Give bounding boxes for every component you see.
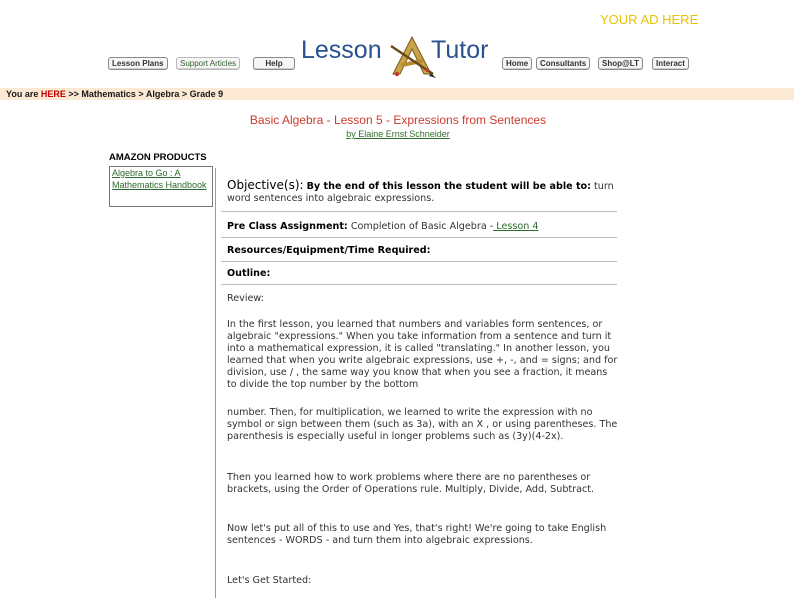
preclass-block (227, 221, 619, 233)
objective-text: turn word sentences into algebraic expressions. (227, 181, 614, 204)
author-link[interactable] (0, 129, 796, 139)
logo-word-lesson[interactable]: Lesson (301, 36, 382, 64)
nav-support-articles[interactable]: Support Articles (176, 57, 240, 70)
lesson-title: Basic Algebra - Lesson 5 - Expressions from Sentences (249, 113, 547, 127)
section-divider (221, 261, 617, 262)
objective-label: Objective(s): (227, 178, 304, 192)
nav-lesson-plans[interactable]: Lesson Plans (108, 57, 168, 70)
logo-word-tutor[interactable]: Tutor (431, 36, 489, 64)
author-text[interactable]: by Elaine Ernst Schneider (346, 129, 450, 139)
amazon-product-box (109, 166, 213, 207)
section-divider (221, 237, 617, 238)
nav-consultants[interactable]: Consultants (536, 57, 590, 70)
section-divider (221, 284, 617, 285)
ad-banner-text[interactable]: YOUR AD HERE (600, 12, 699, 27)
amazon-product-link[interactable]: Algebra to Go : A Mathematics Handbook (112, 168, 207, 190)
logo-emblem-icon[interactable] (387, 34, 437, 80)
body-paragraph-1: In the first lesson, you learned that numbers and variables form sentences, or algebraic "expressions." When you take information from a sentence and turn it into a mathematical expression, it is called "translating." In another lesson, you learned that when you write algebraic expressions, use +, -, and = signs; and for division, use / , the same way you know that when you see a fraction, it means to divide the top number by the bottom (227, 319, 618, 390)
nav-help[interactable]: Help (253, 57, 295, 70)
resources-label: Resources/Equipment/Time Required: (227, 245, 431, 256)
get-started-label: Let's Get Started: (227, 575, 312, 586)
nav-home[interactable]: Home (502, 57, 532, 70)
breadcrumb-prefix: You are (6, 89, 41, 99)
review-label: Review: (227, 293, 264, 304)
outline-label: Outline: (227, 268, 271, 279)
body-paragraph-4: Now let's put all of this to use and Yes, that's right! We're going to take English sentences - WORDS - and turn them into algebraic expressions. (227, 523, 607, 546)
objective-lead: By the end of this lesson the student will be able to: (306, 181, 591, 192)
preclass-text: Completion of Basic Algebra - (350, 221, 494, 232)
breadcrumb-path[interactable]: >> Mathematics > Algebra > Grade 9 (65, 89, 224, 99)
amazon-products-heading: AMAZON PRODUCTS (109, 152, 207, 163)
content-divider (215, 168, 216, 598)
body-paragraph-3: Then you learned how to work problems where there are no parentheses or brackets, using the Order of Operations rule. Multiply, Divide, Add, Subtract. (227, 472, 595, 495)
breadcrumb (6, 88, 223, 100)
section-divider (221, 211, 617, 212)
preclass-label: Pre Class Assignment: (227, 221, 348, 232)
body-paragraph-2: number. Then, for multiplication, we learned to write the expression with no symbol or sign between them (such as 3a), with an X , or using parentheses. The parenthesis is especially useful in longer problems such as (3y)(4-2x). (227, 407, 618, 442)
objective-block (227, 179, 619, 205)
nav-interact[interactable]: Interact (652, 57, 689, 70)
lesson-4-link[interactable]: Lesson 4 (493, 221, 539, 232)
nav-shop[interactable]: Shop@LT (598, 57, 643, 70)
breadcrumb-here: HERE (40, 89, 66, 99)
